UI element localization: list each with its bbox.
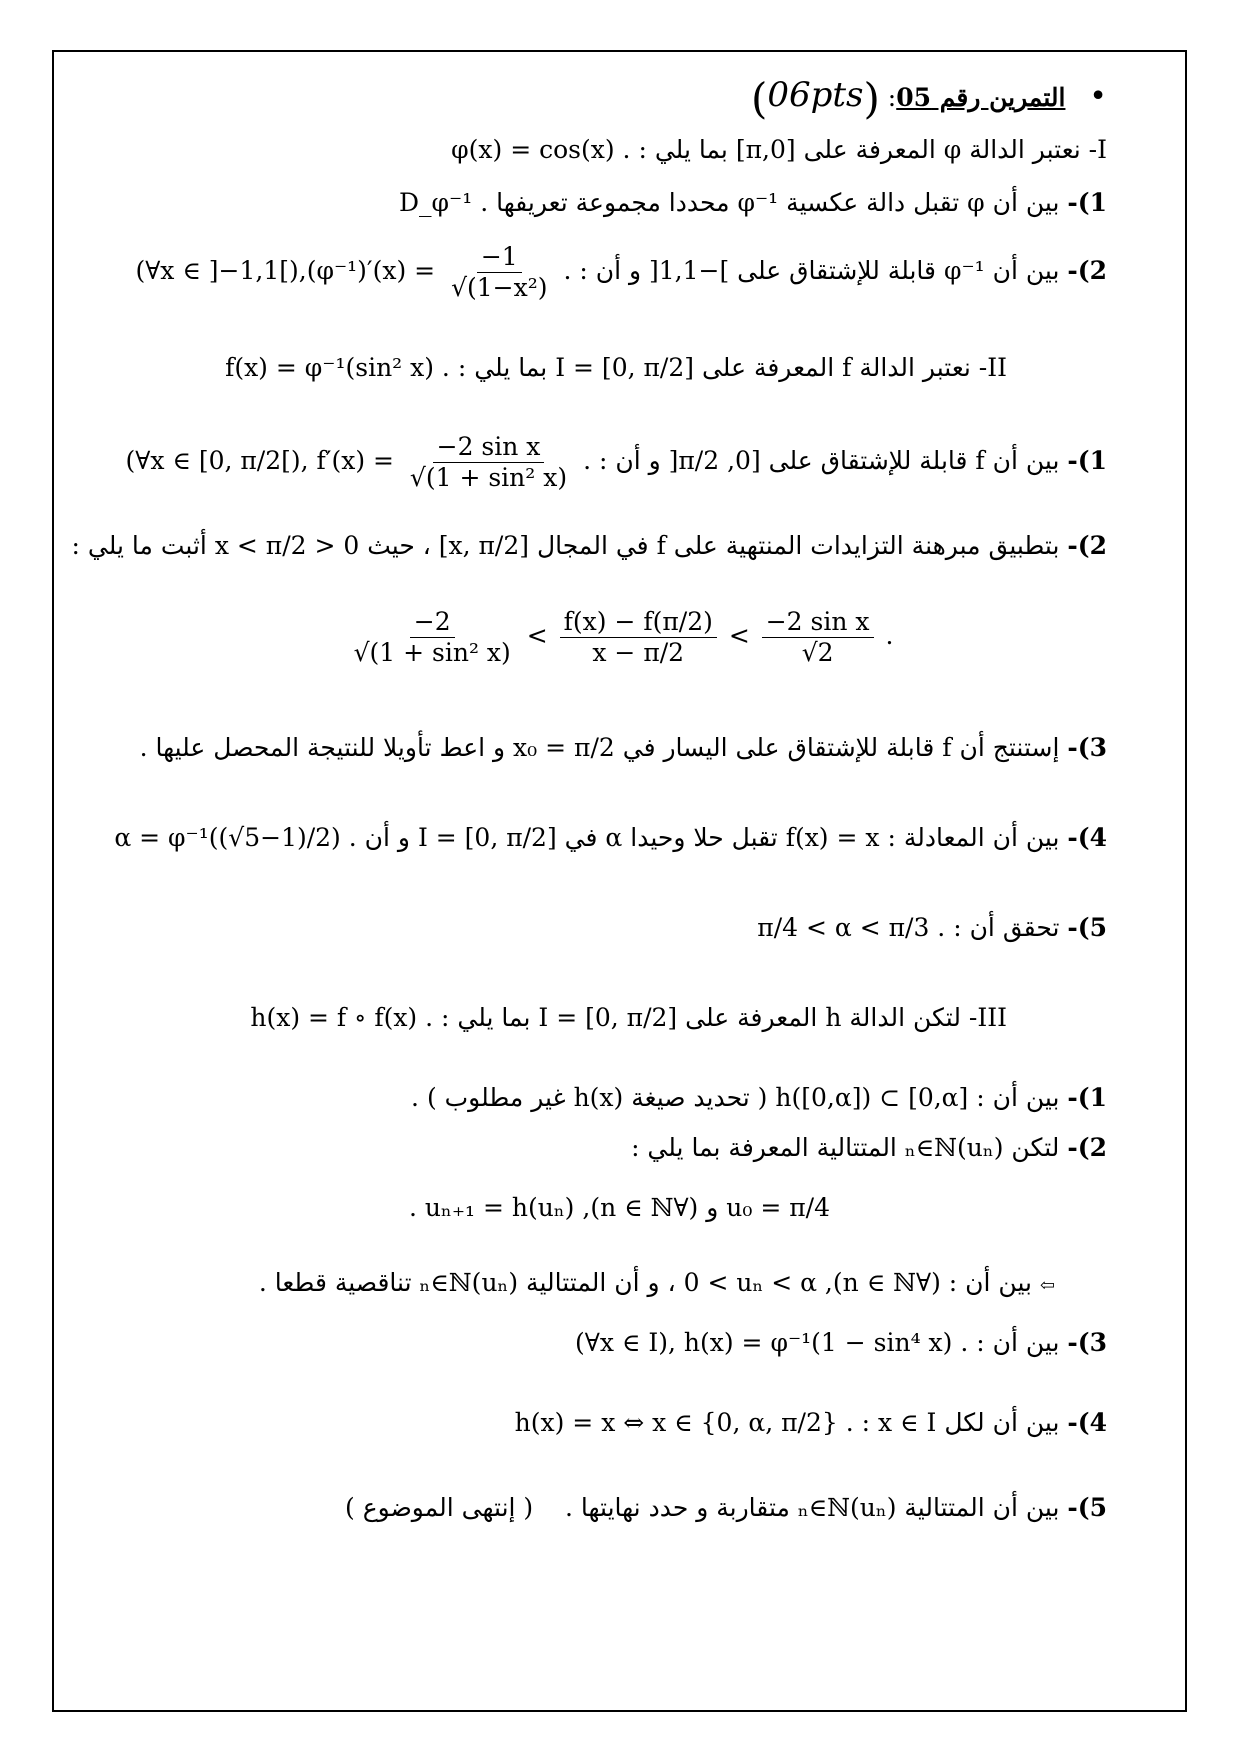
part3-q5-number: 5)- (1067, 1493, 1107, 1522)
part2-q1-text: بين أن f قابلة للإشتقاق على [0, π/2[ و أن : (598, 446, 1060, 475)
part2-q5-text: تحقق أن : (953, 913, 1060, 942)
part3-q2-number: 2)- (1067, 1133, 1107, 1162)
ineq-middle-fraction (560, 607, 717, 668)
exercise-frame (52, 50, 1187, 1712)
part3-q1 (411, 1082, 1107, 1115)
part3-header (250, 1002, 1007, 1035)
part1-header (451, 134, 1107, 167)
part2-q4-number: 4)- (1067, 823, 1107, 852)
part1-q2-formula (135, 242, 572, 302)
part1-q2-numerator: −1 (477, 242, 522, 273)
ineq-right-numerator: −2 sin x (762, 607, 874, 638)
part3-q5-text: بين أن المتتالية (uₙ)ₙ∈ℕ متقاربة و حدد نهايتها . (564, 1493, 1060, 1522)
part1-q2-denominator: √(1−x²) (451, 273, 548, 302)
part3-q3-math: (∀x ∈ I), h(x) = φ⁻¹(1 − sin⁴ x) . (575, 1328, 969, 1357)
ineq-left-numerator: −2 (410, 607, 455, 638)
part3-q4 (515, 1407, 1107, 1440)
part1-header-math: φ(x) = cos(x) . (451, 135, 631, 164)
part2-q1-formula-prefix: (∀x ∈ [0, π/2[), f′(x) = (125, 446, 394, 475)
part2-q5 (757, 912, 1107, 945)
part2-q3 (140, 732, 1107, 765)
part2-q4-text: بين أن المعادلة : f(x) = x تقبل حلا وحيدا α في I = [0, π/2] و أن (364, 823, 1060, 852)
part1-q1-text: بين أن φ تقبل دالة عكسية φ⁻¹ محددا مجموعة تعريفها (496, 188, 1060, 217)
part2-q3-text: إستنتج أن f قابلة للإشتقاق على اليسار في x₀ = π/2 و اعط تأويلا للنتيجة المحصل عليها . (139, 733, 1060, 762)
ineq-left-fraction (350, 607, 515, 668)
part2-q1-fraction (406, 432, 571, 493)
part1-q2-formula-prefix: (∀x ∈ ]−1,1[),(φ⁻¹)′(x) = (135, 256, 436, 285)
exercise-label: التمرين رقم 05 (896, 82, 1066, 112)
exercise-points: 06pts (767, 74, 864, 115)
part2-q1-denominator: √(1 + sin² x) (409, 463, 568, 492)
part1-q1-math: D_φ⁻¹ . (399, 188, 489, 217)
part2-q2 (72, 530, 1107, 563)
part2-q5-number: 5)- (1067, 913, 1107, 942)
part2-q3-number: 3)- (1067, 733, 1107, 762)
part3-q5 (345, 1492, 1107, 1525)
part3-q3-text: بين أن : (976, 1328, 1060, 1357)
part1-q2 (135, 242, 1107, 303)
part3-q2-definition (54, 1192, 1185, 1225)
ineq-left-denominator: √(1 + sin² x) (353, 638, 511, 667)
part2-header-text: II- نعتبر الدالة f المعرفة على I = [0, π/2] بما يلي : (457, 353, 1007, 382)
arrow-left-icon: ⇦ (1039, 1275, 1055, 1296)
part3-q2-sub (259, 1267, 1055, 1300)
part3-q3 (575, 1327, 1107, 1360)
ineq-end: . (885, 621, 894, 650)
ineq-lt-1: < (526, 621, 548, 650)
part3-q3-number: 3)- (1067, 1328, 1107, 1357)
part2-q1-formula (125, 432, 592, 492)
part2-q4-math: α = φ⁻¹((√5−1)/2) . (114, 823, 357, 852)
part2-header (225, 352, 1007, 385)
part3-q4-number: 4)- (1067, 1408, 1107, 1437)
part2-q1-end: . (583, 446, 592, 475)
ineq-lt-2: < (728, 621, 750, 650)
ineq-right-denominator: √2 (801, 638, 834, 667)
ineq-middle-numerator: f(x) − f(π/2) (560, 607, 717, 638)
part3-q2-math: u₀ = π/4 و (∀n ∈ ℕ), uₙ₊₁ = h(uₙ) . (409, 1193, 830, 1222)
part2-q1-numerator: −2 sin x (433, 432, 545, 463)
part3-header-text: III- لتكن الدالة h المعرفة على I = [0, π/2] بما يلي : (441, 1003, 1007, 1032)
part1-q2-end: . (563, 256, 572, 285)
part3-q4-math: h(x) = x ⇔ x ∈ {0, α, π/2} . (514, 1408, 854, 1437)
part3-q1-number: 1)- (1067, 1083, 1107, 1112)
part1-q2-text: بين أن φ⁻¹ قابلة للإشتقاق على ]−1,1[ و أن : (579, 256, 1060, 285)
part3-q2-sub-text: بين أن : (∀n ∈ ℕ), 0 < uₙ < α ، و أن المتتالية (uₙ)ₙ∈ℕ تناقصية قطعا . (258, 1268, 1032, 1297)
ineq-middle-denominator: x − π/2 (592, 638, 685, 667)
part3-header-math: h(x) = f ∘ f(x) . (250, 1003, 434, 1032)
part3-q1-text: بين أن : h([0,α]) ⊂ [0,α] ( تحديد صيغة h(x) غير مطلوب ) . (411, 1083, 1060, 1112)
part2-q2-number: 2)- (1067, 531, 1107, 560)
part2-q5-math: π/4 < α < π/3 . (757, 913, 946, 942)
part2-q4 (114, 822, 1107, 855)
part3-q2-text: لتكن (uₙ)ₙ∈ℕ المتتالية المعرفة بما يلي : (631, 1133, 1060, 1162)
part1-header-text: I- نعتبر الدالة φ المعرفة على [0,π] بما يلي : (638, 135, 1107, 164)
part1-q1 (399, 187, 1107, 220)
part2-q2-text: بتطبيق مبرهنة التزايدات المنتهية على f في المجال [x, π/2] ، حيث 0 < x < π/2 أثبت ما يلي : (71, 531, 1060, 560)
exercise-title: • التمرين رقم 05: (06pts) (750, 74, 1107, 123)
part2-q1-number: 1)- (1067, 446, 1107, 475)
part1-q1-number: 1)- (1067, 188, 1107, 217)
ineq-right-fraction (762, 607, 874, 668)
part3-q4-text: بين أن لكل x ∈ I : (861, 1408, 1060, 1437)
part2-q1 (125, 432, 1107, 493)
part3-q2 (631, 1132, 1107, 1165)
part1-q2-number: 2)- (1067, 256, 1107, 285)
bullet-icon: • (1089, 78, 1107, 114)
end-note: ( إنتهى الموضوع ) (345, 1493, 534, 1522)
part2-header-math: f(x) = φ⁻¹(sin² x) . (225, 353, 450, 382)
part2-inequality (54, 607, 1185, 668)
part1-q2-fraction (447, 242, 551, 303)
